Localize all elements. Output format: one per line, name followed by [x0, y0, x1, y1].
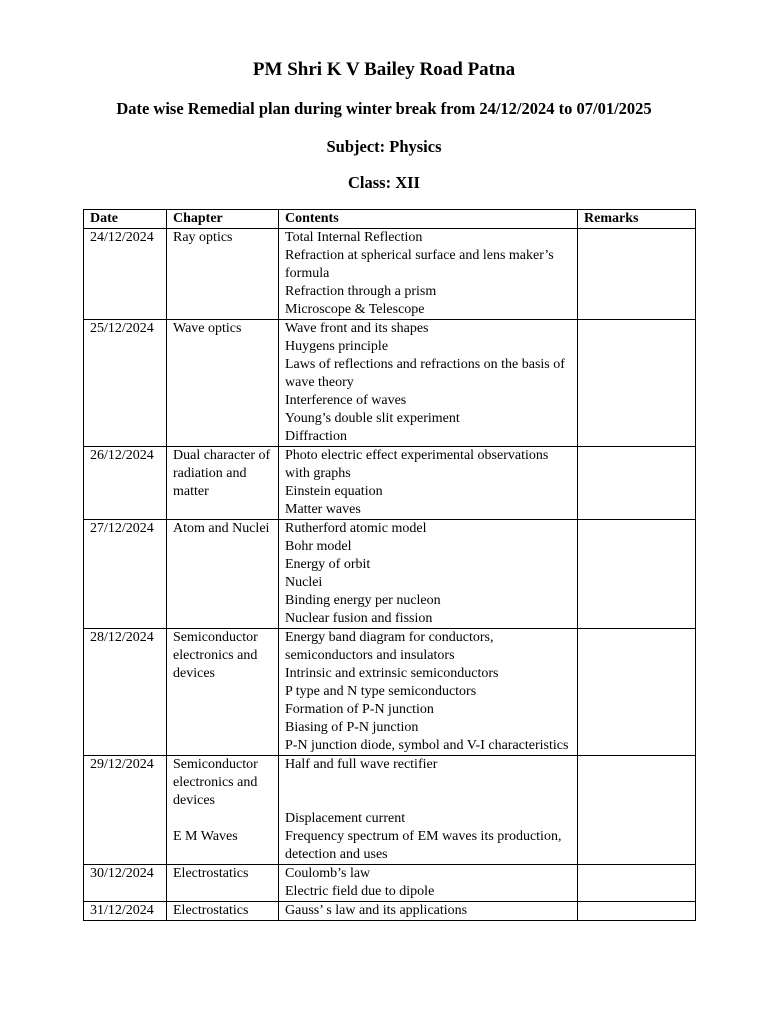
date-text: 27/12/2024 — [90, 521, 154, 536]
contents-cell — [279, 902, 578, 921]
content-item: Young’s double slit experiment — [285, 411, 460, 426]
table-row — [84, 447, 696, 520]
column-header-contents: Contents — [279, 210, 578, 229]
date-text: 26/12/2024 — [90, 448, 154, 463]
table-row — [84, 902, 696, 921]
contents-cell — [279, 320, 578, 447]
table-row — [84, 756, 696, 865]
chapter-text: Ray optics — [173, 230, 233, 245]
subject-title: Subject: Physics — [326, 137, 442, 156]
table-row — [84, 320, 696, 447]
blank-line — [285, 774, 571, 792]
chapter-cell — [167, 229, 279, 320]
date-text: 29/12/2024 — [90, 757, 154, 772]
remarks-cell — [578, 229, 696, 320]
column-header-date: Date — [84, 210, 167, 229]
column-header-remarks: Remarks — [578, 210, 696, 229]
chapter-cell — [167, 902, 279, 921]
chapter-cell — [167, 865, 279, 902]
date-cell — [84, 320, 167, 447]
chapter-text: E M Waves — [173, 829, 238, 844]
content-item: Interference of waves — [285, 393, 407, 408]
school-title: PM Shri K V Bailey Road Patna — [252, 59, 516, 80]
date-cell — [84, 520, 167, 629]
chapter-cell — [167, 756, 279, 865]
date-cell — [84, 902, 167, 921]
chapter-cell — [167, 520, 279, 629]
table-row — [84, 229, 696, 320]
table-row — [84, 629, 696, 756]
content-item: Rutherford atomic model — [285, 521, 427, 536]
date-text: 30/12/2024 — [90, 866, 154, 881]
content-item: P type and N type semiconductors — [285, 684, 477, 699]
remarks-cell — [578, 320, 696, 447]
content-item: Matter waves — [285, 502, 361, 517]
contents-cell — [279, 629, 578, 756]
content-item: Electric field due to dipole — [285, 884, 435, 899]
content-item: Binding energy per nucleon — [285, 593, 441, 608]
content-item: Huygens principle — [285, 339, 389, 354]
content-item: P-N junction diode, symbol and V-I characteristics — [285, 738, 569, 753]
contents-cell — [279, 865, 578, 902]
remarks-cell — [578, 865, 696, 902]
content-item: Photo electric effect experimental observations with graphs — [285, 448, 549, 481]
blank-line — [285, 792, 571, 810]
remarks-cell — [578, 447, 696, 520]
chapter-cell — [167, 629, 279, 756]
table-body — [84, 229, 696, 921]
date-cell — [84, 756, 167, 865]
plan-title: Date wise Remedial plan during winter break from 24/12/2024 to 07/01/2025 — [116, 99, 652, 118]
content-item: Coulomb’s law — [285, 866, 371, 881]
remedial-plan-table — [83, 209, 696, 921]
content-item: Formation of P-N junction — [285, 702, 434, 717]
content-item: Wave front and its shapes — [285, 321, 429, 336]
chapter-text: Wave optics — [173, 321, 242, 336]
date-text: 28/12/2024 — [90, 630, 154, 645]
column-header-chapter: Chapter — [167, 210, 279, 229]
chapter-text: Electrostatics — [173, 866, 249, 881]
remarks-cell — [578, 902, 696, 921]
content-item: Biasing of P-N junction — [285, 720, 419, 735]
remarks-cell — [578, 520, 696, 629]
content-item: Displacement current — [285, 811, 406, 826]
remarks-cell — [578, 629, 696, 756]
chapter-cell — [167, 320, 279, 447]
content-item: Diffraction — [285, 429, 347, 444]
chapter-text: Atom and Nuclei — [173, 521, 270, 536]
remarks-cell — [578, 756, 696, 865]
content-item: Refraction at spherical surface and lens maker’s formula — [285, 248, 554, 281]
chapter-text: Semiconductor electronics and devices — [173, 630, 258, 681]
date-text: 25/12/2024 — [90, 321, 154, 336]
contents-cell — [279, 229, 578, 320]
date-text: 24/12/2024 — [90, 230, 154, 245]
content-item: Einstein equation — [285, 484, 383, 499]
chapter-text: Semiconductor electronics and devices — [173, 757, 258, 808]
content-item: Nuclei — [285, 575, 323, 590]
class-title: Class: XII — [348, 173, 420, 192]
date-cell — [84, 447, 167, 520]
content-item: Intrinsic and extrinsic semiconductors — [285, 666, 499, 681]
table-row — [84, 520, 696, 629]
content-item: Frequency spectrum of EM waves its production, detection and uses — [285, 829, 562, 862]
chapter-text: Dual character of radiation and matter — [173, 448, 271, 499]
content-item: Energy band diagram for conductors, semiconductors and insulators — [285, 630, 494, 663]
table-header-row — [84, 210, 696, 229]
content-item: Total Internal Reflection — [285, 230, 423, 245]
contents-cell — [279, 756, 578, 865]
content-item: Half and full wave rectifier — [285, 757, 438, 772]
content-item: Microscope & Telescope — [285, 302, 425, 317]
content-item: Nuclear fusion and fission — [285, 611, 433, 626]
date-cell — [84, 865, 167, 902]
content-item: Gauss’ s law and its applications — [285, 903, 468, 918]
content-item: Energy of orbit — [285, 557, 371, 572]
chapter-cell — [167, 447, 279, 520]
contents-cell — [279, 447, 578, 520]
blank-line — [173, 810, 272, 828]
content-item: Refraction through a prism — [285, 284, 437, 299]
date-cell — [84, 229, 167, 320]
date-cell — [84, 629, 167, 756]
content-item: Laws of reflections and refractions on the basis of wave theory — [285, 357, 565, 390]
chapter-text: Electrostatics — [173, 903, 249, 918]
table-row — [84, 865, 696, 902]
content-item: Bohr model — [285, 539, 352, 554]
date-text: 31/12/2024 — [90, 903, 154, 918]
contents-cell — [279, 520, 578, 629]
